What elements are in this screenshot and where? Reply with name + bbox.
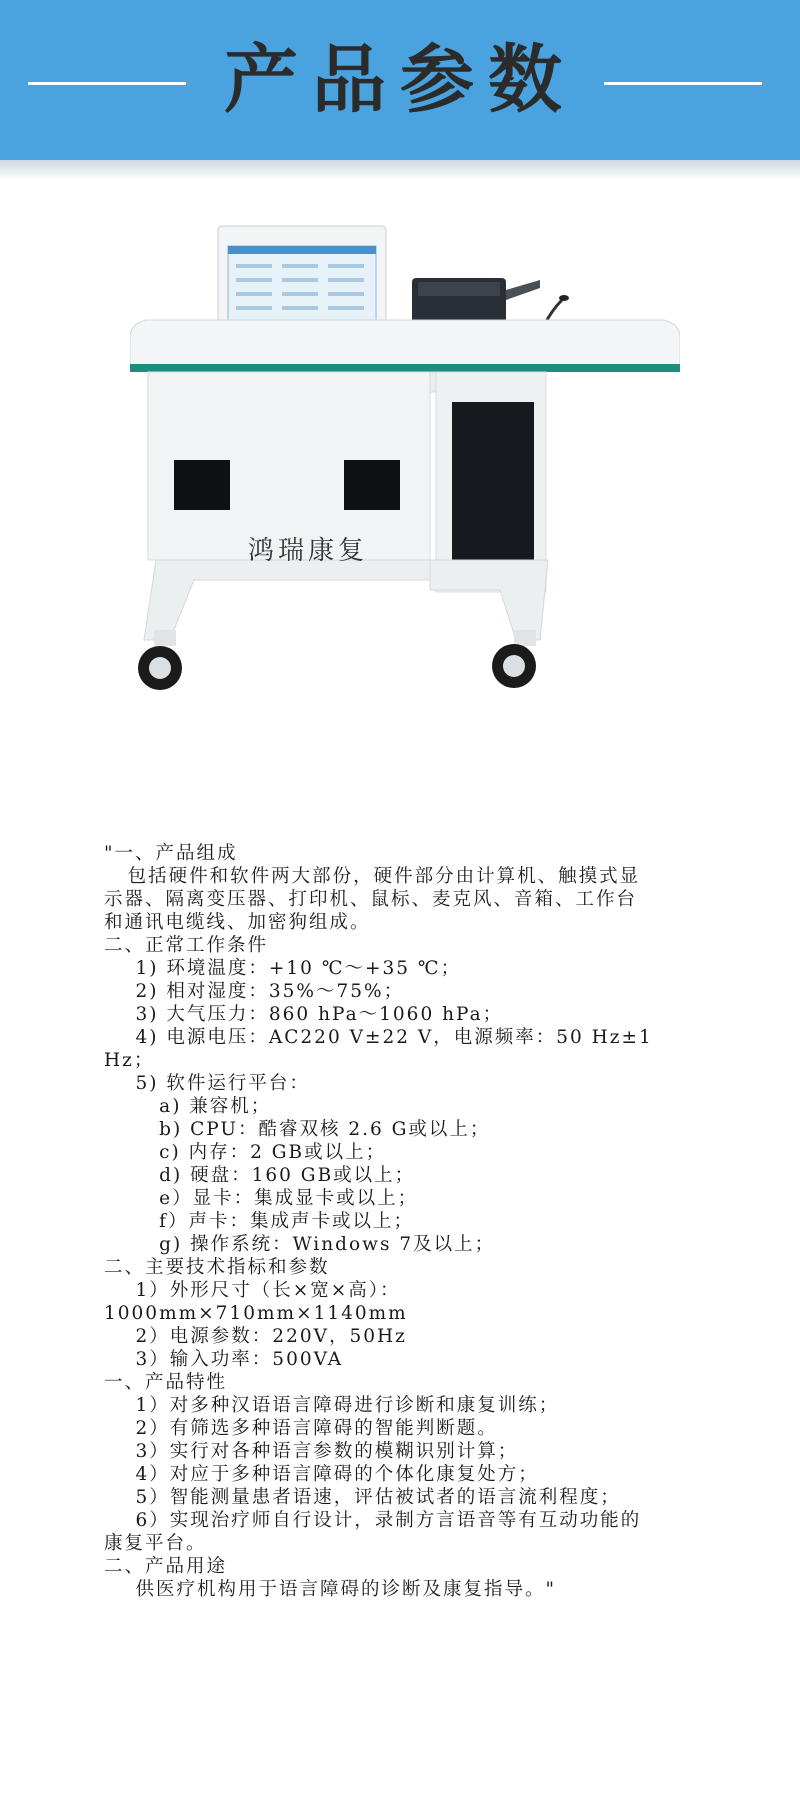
spec-line: 1) 环境温度：+10 ℃～+35 ℃； (104, 958, 462, 979)
spec-line: 供医疗机构用于语言障碍的诊断及康复指导。" (104, 1579, 557, 1600)
spec-line: Hz； (104, 1050, 155, 1071)
company-watermark: 鸿瑞康复 (248, 536, 369, 566)
spec-line: b) CPU：酷睿双核 2.6 G或以上； (104, 1119, 491, 1140)
spec-line: 二、产品用途 (104, 1556, 228, 1577)
spec-line: 和通讯电缆线、加密狗组成。 (104, 912, 371, 933)
spec-line: 一、产品特性 (104, 1372, 228, 1393)
spec-line: g) 操作系统：Windows 7及以上； (104, 1234, 496, 1255)
spec-line: 包括硬件和软件两大部份，硬件部分由计算机、触摸式显 (104, 866, 641, 887)
banner-divider-right (604, 82, 762, 85)
spec-line: 康复平台。 (104, 1533, 207, 1554)
spec-line: 1000mm×710mm×1140mm (104, 1303, 408, 1324)
spec-line: 6）实现治疗师自行设计，录制方言语音等有互动功能的 (104, 1510, 642, 1531)
spec-line: 2) 相对湿度：35%～75%； (104, 981, 405, 1002)
spec-line: 2）电源参数：220V，50Hz (104, 1326, 407, 1347)
banner-shadow (0, 160, 800, 180)
spec-line: "一、产品组成 (104, 843, 238, 864)
spec-line: 示器、隔离变压器、打印机、鼠标、麦克风、音箱、工作台 (104, 889, 638, 910)
speaker-left (174, 460, 230, 510)
spec-line: 4）对应于多种语言障碍的个体化康复处方； (104, 1464, 539, 1485)
spec-line: 二、正常工作条件 (104, 935, 269, 956)
wheel-right (492, 630, 536, 688)
spec-line: f）声卡：集成声卡或以上； (104, 1211, 415, 1232)
spec-line: 3) 大气压力：860 hPa～1060 hPa； (104, 1004, 504, 1025)
spec-line: 5）智能测量患者语速，评估被试者的语言流利程度； (104, 1487, 621, 1508)
spec-line: e）显卡：集成显卡或以上； (104, 1188, 419, 1209)
spec-line: 3）实行对各种语言参数的模糊识别计算； (104, 1441, 519, 1462)
spec-line: 2）有筛选多种语言障碍的智能判断题。 (104, 1418, 498, 1439)
speaker-right (344, 460, 400, 510)
spec-line: d) 硬盘：160 GB或以上； (104, 1165, 416, 1186)
banner-divider-left (28, 82, 186, 85)
spec-line: 5) 软件运行平台： (104, 1073, 310, 1094)
page-title: 产品参数 (224, 37, 576, 123)
product-image (130, 220, 680, 760)
spec-line: 二、主要技术指标和参数 (104, 1257, 330, 1278)
spec-line: 4) 电源电压：AC220 V±22 V，电源频率：50 Hz±1 (104, 1027, 653, 1048)
header-banner (0, 0, 800, 160)
spec-line: 3）输入功率：500VA (104, 1349, 344, 1370)
spec-line: c) 内存：2 GB或以上； (104, 1142, 387, 1163)
spec-line: 1）外形尺寸（长×宽×高）： (104, 1280, 401, 1301)
spec-line: a) 兼容机； (104, 1096, 272, 1117)
desk-stripe (130, 364, 680, 372)
spec-line: 1）对多种汉语语言障碍进行诊断和康复训练； (104, 1395, 560, 1416)
spec-text (104, 842, 724, 1601)
